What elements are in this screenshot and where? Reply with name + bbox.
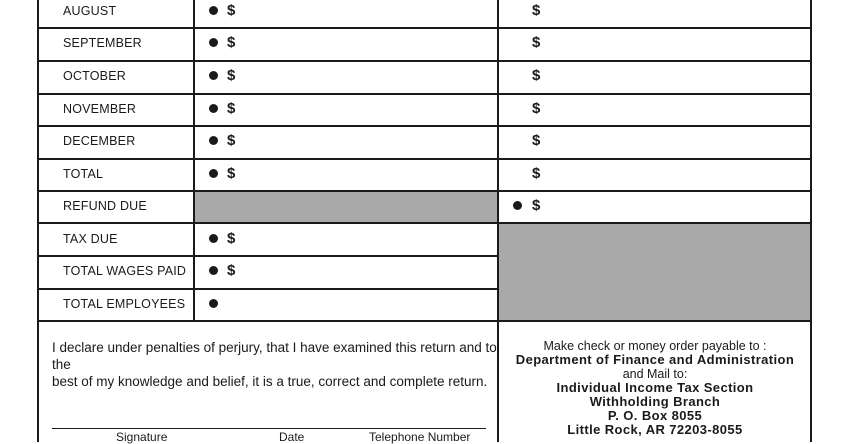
refund-due-shaded-cell xyxy=(194,190,497,222)
row-divider xyxy=(37,255,498,257)
amount-field-left[interactable]: $ xyxy=(227,230,236,247)
outer-right-border xyxy=(810,0,812,442)
amount-field-left[interactable]: $ xyxy=(227,67,236,84)
payment-instructions xyxy=(502,339,808,437)
amount-column-divider xyxy=(497,0,499,442)
bullet-icon xyxy=(209,71,218,80)
row-divider xyxy=(37,158,812,160)
row-divider xyxy=(37,27,812,29)
row-divider xyxy=(37,190,812,192)
label-column-divider xyxy=(193,0,195,320)
bullet-icon xyxy=(209,136,218,145)
bullet-icon xyxy=(209,169,218,178)
row-divider xyxy=(37,60,812,62)
row-label: SEPTEMBER xyxy=(63,36,142,50)
amount-field-left[interactable]: $ xyxy=(227,100,236,117)
amount-field-right[interactable]: $ xyxy=(532,132,541,149)
payee-name: Department of Finance and Administration xyxy=(515,352,795,367)
section-name: Individual Income Tax Section xyxy=(556,380,754,395)
row-divider xyxy=(37,125,812,127)
row-divider xyxy=(37,320,812,322)
amount-field-right[interactable]: $ xyxy=(532,197,541,214)
amount-field-right[interactable]: $ xyxy=(532,100,541,117)
bullet-icon xyxy=(209,104,218,113)
right-column-shaded-block xyxy=(498,223,810,320)
city-state-zip: Little Rock, AR 72203-8055 xyxy=(567,422,743,437)
row-label: TOTAL xyxy=(63,167,104,181)
amount-field-left[interactable]: $ xyxy=(227,262,236,279)
amount-field-left[interactable]: $ xyxy=(227,165,236,182)
bullet-icon xyxy=(209,6,218,15)
amount-field-left[interactable]: $ xyxy=(227,132,236,149)
row-label: AUGUST xyxy=(63,4,117,18)
row-divider xyxy=(37,222,812,224)
mail-to-label: and Mail to: xyxy=(622,367,688,381)
date-label: Date xyxy=(279,430,305,444)
amount-field-right[interactable]: $ xyxy=(532,165,541,182)
amount-field-right[interactable]: $ xyxy=(532,2,541,19)
signature-line[interactable] xyxy=(52,428,486,429)
declaration-line-1: I declare under penalties of perjury, that I have examined this return and to the xyxy=(52,340,497,372)
declaration-text xyxy=(52,339,497,390)
bullet-icon xyxy=(513,201,522,210)
telephone-label: Telephone Number xyxy=(369,430,471,444)
declaration-line-2: best of my knowledge and belief, it is a true, correct and complete return. xyxy=(52,374,488,389)
bullet-icon xyxy=(209,38,218,47)
bullet-icon xyxy=(209,234,218,243)
row-label: TOTAL EMPLOYEES xyxy=(63,297,186,311)
signature-label: Signature xyxy=(116,430,168,444)
row-label: NOVEMBER xyxy=(63,102,137,116)
outer-left-border xyxy=(37,0,39,442)
row-divider xyxy=(37,93,812,95)
row-label: TOTAL WAGES PAID xyxy=(63,264,187,278)
bullet-icon xyxy=(209,266,218,275)
row-label: TAX DUE xyxy=(63,232,118,246)
bullet-icon xyxy=(209,299,218,308)
branch-name: Withholding Branch xyxy=(589,394,721,409)
row-label: REFUND DUE xyxy=(63,199,147,213)
amount-field-left[interactable]: $ xyxy=(227,2,236,19)
amount-field-left[interactable]: $ xyxy=(227,34,236,51)
amount-field-right[interactable]: $ xyxy=(532,67,541,84)
po-box: P. O. Box 8055 xyxy=(607,408,703,423)
row-label: DECEMBER xyxy=(63,134,136,148)
payment-intro: Make check or money order payable to : xyxy=(543,339,767,353)
row-divider xyxy=(37,288,498,290)
amount-field-right[interactable]: $ xyxy=(532,34,541,51)
row-label: OCTOBER xyxy=(63,69,126,83)
